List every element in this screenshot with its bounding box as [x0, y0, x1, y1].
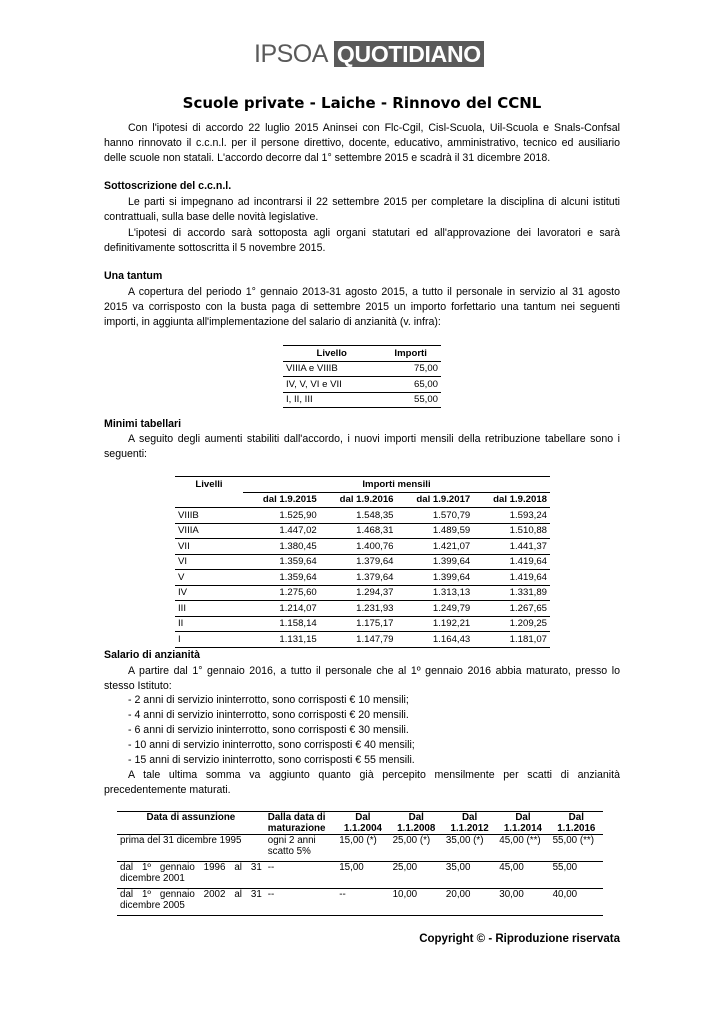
- col-dal: Dal 1.1.2008: [390, 812, 443, 835]
- cell-importo: 1.267,65: [509, 602, 547, 614]
- cell-livello: VIIIB: [178, 509, 199, 521]
- cell: I, II, III: [286, 394, 313, 406]
- cell-importo: 1.400,76: [356, 540, 394, 552]
- heading-salario: Salario di anzianità: [104, 649, 200, 661]
- table-row: [117, 862, 603, 889]
- salario-table-body: [117, 835, 603, 916]
- salario-p2: A tale ultima somma va aggiunto quanto già percepito mensilmente per scatti di anzianità precedentemente maturati.: [104, 769, 620, 797]
- cell-value: 25,00: [392, 862, 418, 873]
- salario-p1: A partire dal 1° gennaio 2016, a tutto il personale che al 1º gennaio 2016 abbia maturato, presso lo stesso Istituto:: [104, 665, 620, 693]
- una-tantum-table: [283, 345, 441, 408]
- cell: 55,00: [413, 394, 438, 406]
- cell-importo: 1.419,64: [509, 571, 547, 583]
- minimi-table: [175, 476, 550, 648]
- cell-value: 40,00: [552, 889, 578, 900]
- cell-livello: IV: [178, 587, 188, 599]
- heading-minimi: Minimi tabellari: [104, 418, 182, 430]
- col-data-assunzione: Data di assunzione: [117, 812, 265, 835]
- cell-data-assunzione: dal 1º gennaio 2002 al 31 dicembre 2005: [120, 889, 262, 911]
- cell-importo: 1.249,79: [432, 602, 471, 614]
- page-title: Scuole private - Laiche - Rinnovo del CCNL: [182, 94, 542, 112]
- cell: IV, V, VI e VII: [286, 378, 342, 390]
- cell-value: --: [339, 889, 346, 900]
- cell-importo: 1.359,64: [279, 571, 317, 583]
- cell-value: 45,00: [499, 862, 524, 873]
- col-date: dal 1.9.2017: [416, 494, 471, 506]
- cell-value: 35,00 (*): [445, 835, 484, 846]
- cell-importo: 1.379,64: [356, 556, 394, 568]
- cell-importo: 1.164,43: [432, 633, 471, 645]
- cell-importo: 1.209,25: [509, 618, 547, 630]
- list-item: - 6 anni di servizio ininterrotto, sono corrisposti € 30 mensili.: [128, 724, 409, 736]
- table-header-row: [283, 346, 441, 362]
- cell-importo: 1.421,07: [432, 540, 471, 552]
- empty-header: [175, 492, 243, 508]
- cell-importo: 1.359,64: [279, 556, 317, 568]
- cell-data-assunzione: dal 1º gennaio 1996 al 31 dicembre 2001: [120, 862, 262, 884]
- cell-importo: 1.510,88: [509, 525, 547, 537]
- cell-importo: 1.275,60: [279, 587, 317, 599]
- cell-importo: 1.231,93: [356, 602, 394, 614]
- table-row: [175, 554, 550, 570]
- logo-quotidiano: QUOTIDIANO: [334, 41, 484, 67]
- una-tantum-p1: A copertura del periodo 1° gennaio 2013-31 agosto 2015, a tutto il personale in servizio al 31 agosto 2015 va corrisposto con la busta paga di settembre 2015 un importo forfettario una tantum nei seguenti importi, in aggiunta all'implementazione del salario di anzianità (v. infra):: [104, 286, 620, 329]
- list-item: - 10 anni di servizio ininterrotto, sono corrisposti € 40 mensili;: [128, 739, 415, 751]
- minimi-p1: A seguito degli aumenti stabiliti dall'accordo, i nuovi importi mensili della retribuzione tabellare sono i seguenti:: [104, 433, 620, 461]
- cell-livello: II: [178, 618, 184, 630]
- col-dal: Dal 1.1.2004: [336, 812, 389, 835]
- col-date: dal 1.9.2018: [493, 494, 547, 506]
- cell-importo: 1.331,89: [509, 587, 547, 599]
- list-item: - 2 anni di servizio ininterrotto, sono corrisposti € 10 mensili;: [128, 694, 409, 706]
- ipsoa-logo: [254, 39, 481, 68]
- cell-importo: 1.419,64: [509, 556, 547, 568]
- minimi-table-body: [175, 508, 550, 648]
- cell-value: 55,00: [552, 862, 578, 873]
- cell-importo: 1.192,21: [432, 618, 471, 630]
- cell-importo: 1.313,13: [432, 587, 471, 599]
- cell-importo: 1.214,07: [279, 602, 317, 614]
- cell-importo: 1.158,14: [279, 618, 317, 630]
- cell-importo: 1.131,15: [279, 633, 317, 645]
- cell-importo: 1.399,64: [432, 556, 471, 568]
- col-dal: Dal 1.1.2012: [443, 812, 496, 835]
- cell-importo: 1.548,35: [356, 509, 394, 521]
- table-row: [283, 392, 441, 408]
- cell-importo: 1.175,17: [356, 618, 394, 630]
- cell-value: ogni 2 anni scatto 5%: [267, 835, 316, 857]
- cell-value: 55,00 (**): [552, 835, 594, 846]
- table-row: [283, 377, 441, 393]
- cell-data-assunzione: prima del 31 dicembre 1995: [120, 835, 242, 846]
- cell-value: --: [267, 862, 275, 873]
- list-item: - 4 anni di servizio ininterrotto, sono corrisposti € 20 mensili.: [128, 709, 409, 721]
- cell-importo: 1.399,64: [432, 571, 471, 583]
- sottoscrizione-p1: Le parti si impegnano ad incontrarsi il 22 settembre 2015 per completare la disciplina di alcuni istituti contrattuali, sulla base delle novità legislative.: [104, 196, 620, 224]
- cell-importo: 1.468,31: [356, 525, 394, 537]
- cell-livello: I: [178, 633, 181, 645]
- cell-importo: 1.147,79: [356, 633, 394, 645]
- cell-importo: 1.489,59: [432, 525, 471, 537]
- logo-ipsoa: IPSOA: [254, 39, 328, 68]
- cell-livello: V: [178, 571, 185, 583]
- cell-value: 15,00 (*): [339, 835, 377, 846]
- col-maturazione: Dalla data di maturazione: [265, 812, 336, 835]
- col-livello: Livello: [283, 346, 380, 362]
- cell-livello: VII: [178, 540, 190, 552]
- table-header-row: [175, 477, 550, 493]
- cell-value: 10,00: [392, 889, 418, 900]
- col-importi: Importi: [380, 346, 441, 362]
- cell: 75,00: [413, 363, 438, 375]
- cell: VIIIA e VIIIB: [286, 363, 338, 375]
- cell-importo: 1.379,64: [356, 571, 394, 583]
- cell-importo: 1.525,90: [279, 509, 317, 521]
- cell-livello: III: [178, 602, 186, 614]
- cell-livello: VIIIA: [178, 525, 199, 537]
- cell: 65,00: [413, 378, 438, 390]
- cell-importo: 1.570,79: [432, 509, 471, 521]
- table-row: [117, 889, 603, 916]
- cell-importo: 1.447,02: [279, 525, 317, 537]
- table-row: [283, 361, 441, 377]
- sottoscrizione-p2: L'ipotesi di accordo sarà sottoposta agli organi statutari ed all'approvazione dei lavoratori e sarà definitivamente sottoscritta il 5 novembre 2015.: [104, 227, 620, 255]
- list-item: - 15 anni di servizio ininterrotto, sono corrisposti € 55 mensili.: [128, 754, 415, 766]
- cell-value: 20,00: [445, 889, 471, 900]
- col-dal: Dal 1.1.2016: [550, 812, 603, 835]
- table-row: [175, 585, 550, 601]
- cell-importo: 1.380,45: [279, 540, 317, 552]
- col-livelli: Livelli: [175, 477, 243, 493]
- table-row: [175, 601, 550, 617]
- cell-value: 30,00: [499, 889, 524, 900]
- cell-value: 35,00: [445, 862, 471, 873]
- table-row: [175, 632, 550, 648]
- col-date: dal 1.9.2015: [262, 494, 317, 506]
- cell-value: 15,00: [339, 862, 364, 873]
- cell-importo: 1.441,37: [509, 540, 547, 552]
- table-row: [175, 523, 550, 539]
- table-row: [175, 616, 550, 632]
- heading-sottoscrizione: Sottoscrizione del c.c.n.l.: [104, 180, 232, 192]
- table-row: [175, 539, 550, 555]
- copyright-notice: Copyright © - Riproduzione riservata: [419, 933, 620, 945]
- cell-livello: VI: [178, 556, 188, 568]
- col-importi-mensili: Importi mensili: [243, 477, 550, 493]
- cell-importo: 1.593,24: [509, 509, 547, 521]
- table-row: [175, 570, 550, 586]
- cell-value: 45,00 (**): [499, 835, 541, 846]
- cell-value: 25,00 (*): [392, 835, 431, 846]
- cell-importo: 1.294,37: [356, 587, 394, 599]
- table-header-row: [175, 492, 550, 508]
- table-row: [117, 835, 603, 862]
- salario-table: [117, 811, 603, 916]
- cell-importo: 1.181,07: [509, 633, 547, 645]
- cell-value: --: [267, 889, 275, 900]
- intro-paragraph: Con l'ipotesi di accordo 22 luglio 2015 Aninsei con Flc-Cgil, Cisl-Scuola, Uil-Scuola e Snals-Confsal hanno rinnovato il c.c.n.l. per il persone direttivo, docente, educativo, amministrativo, tecnico ed ausiliario delle scuole non statali. L'accordo decorre dal 1° settembre 2015 e scadrà il 31 dicembre 2018.: [104, 122, 620, 165]
- table-row: [175, 508, 550, 524]
- col-dal: Dal 1.1.2014: [496, 812, 549, 835]
- table-header-row: [117, 812, 603, 835]
- heading-una-tantum: Una tantum: [104, 270, 163, 282]
- col-date: dal 1.9.2016: [339, 494, 394, 506]
